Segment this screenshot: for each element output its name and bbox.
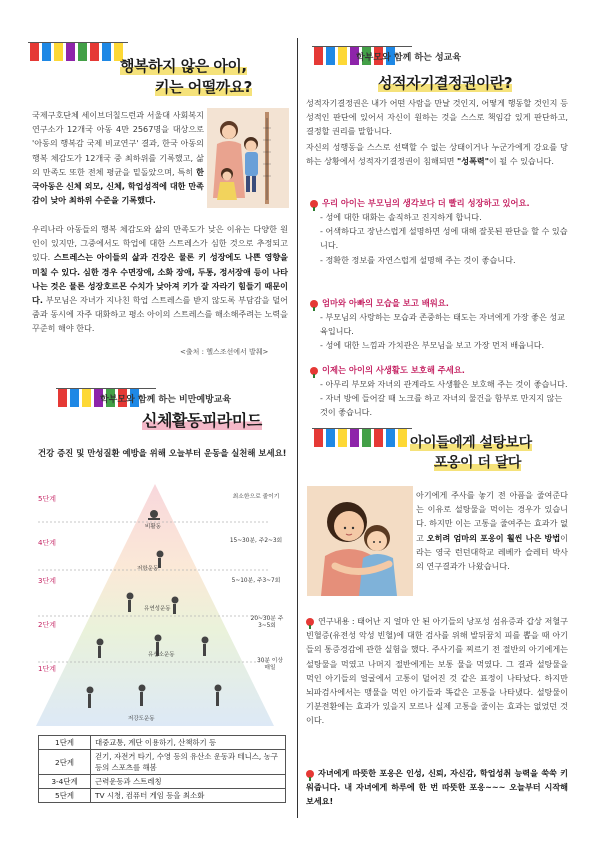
- pyramid-level-label: 5단계: [38, 495, 56, 503]
- bunting-flags-icon: [312, 424, 412, 454]
- sec2-title: 신체활동피라미드: [142, 411, 262, 430]
- sec1-title-line2: 키는 어떨까요?: [155, 78, 252, 96]
- pyramid-level-note: 최소한으로 줄이기: [232, 494, 280, 500]
- table-cell-step: 1단계: [39, 736, 91, 750]
- sec3-title: 성적자기결정권이란?: [378, 74, 513, 92]
- pyramid-activity-label: 저강도운동: [128, 716, 155, 722]
- sec3-paragraph-2: 자신의 성행동을 스스로 선택할 수 없는 상태이거나 누군가에게 강요를 당하는 상황에서 성적자기결정권이 침해되면 "성폭력"이 될 수 있습니다.: [306, 142, 568, 167]
- table-cell-step: 5단계: [39, 789, 91, 803]
- sec1-source: <출처 : 헬스조선에서 발췌>: [180, 348, 269, 356]
- sec3-point-2: 엄마와 아빠의 모습을 보고 배워요.: [310, 297, 449, 309]
- sec2-kicker: 학부모와 함께 하는 비만예방교육: [100, 395, 232, 405]
- pyramid-level-note: 30분 이상 매일: [256, 658, 284, 671]
- flower-bullet-icon: [306, 618, 314, 626]
- sec4-title-line1: 아이들에게 설탕보다: [410, 435, 532, 451]
- pyramid-level-label: 4단계: [38, 539, 56, 547]
- flower-bullet-icon: [310, 200, 318, 208]
- pyramid-level-note: 15~30분, 주2~3회: [229, 538, 283, 544]
- table-row: [39, 750, 286, 775]
- family-illustration: [207, 108, 289, 208]
- sec3-point-1: 우리 아이는 부모님의 생각보다 더 빨리 성장하고 있어요.: [310, 197, 530, 209]
- pyramid-level-note: 20~30분 주3~5회: [250, 616, 284, 629]
- sec4-paragraph-c: 자녀에게 따뜻한 포옹은 인성, 신뢰, 자신감, 학업성취 능력을 쑥쑥 키워줍니다. 내 자녀에게 하루에 한 번 따뜻한 포옹~~~ 오늘부터 시작해 보세요!: [306, 768, 568, 807]
- table-cell-step: 2단계: [39, 750, 91, 775]
- sec1-paragraph-b: 우리나라 아동들의 행복 체감도와 삶의 만족도가 낮은 이유는 다양한 원인이 있지만, 그중에서도 학업에 대한 스트레스가 심한 것으로 추정되고 있다. 스트레스는 아이들의 삶과 건강은 물론 키 성장에도 나쁜 영향을 미칠 수 있다. 심한 경우 수면장애, 소화 장애, 두통, 정서장애 등이 나타나는 것은 물론 성장호르몬 수치가 낮아져 키가 잘 자라기 힘들기 때문이다. 부모님은 자녀가 지나친 학업 스트레스를 받지 않도록 부담감을 덜어줌과 동시에 자주 대화하고 평소 아이의 스트레스를 해소해주려는 노력을 꾸준히 해야 한다.: [32, 224, 288, 334]
- column-divider: [297, 38, 298, 818]
- sec3-point-3: 이제는 아이의 사생활도 보호해 주세요.: [310, 364, 465, 376]
- pyramid-level-label: 3단계: [38, 577, 56, 585]
- activity-steps-table: [38, 735, 286, 803]
- sec1-paragraph-a: 국제구호단체 세이브더칠드런과 서울대 사회복지연구소가 12개국 아동 4만 2567명을 대상으로 '아동의 행복감 국제 비교연구' 결과, 한국 아동의 행복 체감도가 12개국 중 최하위를 기록했고, 삶의 만족도 또한 전체 평균을 밑돌았으며, 특히 한국아동은 신체 외모, 신체, 학업성적에 대한 만족감이 낮아 최하위 수준을 기록했다.: [32, 110, 204, 206]
- table-cell-desc: 대중교통, 계단 이용하기, 산책하기 등: [91, 736, 286, 750]
- pyramid-activity-label: 유연성운동: [144, 606, 171, 612]
- sec3-point-3-items: - 아무리 부모와 자녀의 관계라도 사생활은 보호해 주는 것이 좋습니다. - 자녀 방에 들어갈 때 노크를 하고 자녀의 물건을 함부로 만지지 않는 것이 좋습니다.: [320, 379, 568, 418]
- sec3-point-2-items: - 부모님의 사랑하는 모습과 존중하는 태도는 자녀에게 가장 좋은 성교육입니다. - 성에 대한 느낌과 가치관은 부모님을 보고 가장 먼저 배웁니다.: [320, 312, 565, 351]
- pyramid-level-note: 5~10분, 주3~7회: [231, 578, 281, 584]
- pyramid-level-label: 2단계: [38, 621, 56, 629]
- flower-bullet-icon: [310, 367, 318, 375]
- sec2-intro: 건강 증진 및 만성질환 예방을 위해 오늘부터 운동을 실천해 보세요!: [38, 448, 287, 458]
- table-row: [39, 736, 286, 750]
- pyramid-activity-label: 저항운동: [137, 566, 159, 572]
- mother-child-hug-illustration: [307, 486, 413, 596]
- sec4-paragraph-b: 연구내용 : 태어난 지 얼마 안 된 아기들의 낭포성 섬유증과 갑상 저혈구 빈혈증(유전성 악성 빈혈)에 대한 검사를 위해 발뒤꿈치 피를 뽑을 때 아기들의 통증경감에 관한 실험을 했다. 주사기를 찌르기 전 절반의 아기에게는 설탕물을 먹였고 나머지 절반에게는 보통 물을 먹였다. 그 결과 설탕물을 먹인 아기들의 얼굴에서 고통이 덜어진 것 같은 표정이 나타났다. 하지만 뇌파검사에서는 맹물을 먹인 아기들과 똑같은 고통을 나타냈다. 설탕물이 기분전환에는 효과가 있을지 모르나 실제 고통을 줄이는 효과는 없었던 것이다.: [306, 616, 568, 726]
- table-row: [39, 775, 286, 789]
- sec3-kicker: 학부모와 함께 하는 성교육: [356, 53, 462, 63]
- sec4-title-line2: 포옹이 더 달다: [434, 455, 521, 471]
- table-cell-step: 3-4단계: [39, 775, 91, 789]
- table-cell-desc: 걷기, 자전거 타기, 수영 등의 유산소 운동과 테니스, 농구 등의 스포츠를 해봄: [91, 750, 286, 775]
- sec4-paragraph-a: 아기에게 주사를 놓기 전 아픔을 줄여준다는 이유로 설탕물을 먹이는 경우가 있습니다. 하지만 이는 고통을 줄여주는 효과가 없고 오히려 엄마의 포옹이 훨씬 나은 방법이라는 영국 런던대학교 레베카 슬레터 박사의 연구결과가 나왔습니다.: [416, 490, 568, 572]
- pyramid-level-label: 1단계: [38, 665, 56, 673]
- flower-bullet-icon: [306, 770, 314, 778]
- sec1-title-line1: 행복하지 않은 아이,: [120, 57, 247, 75]
- sec3-paragraph: 성적자기결정권은 내가 어떤 사람을 만날 것인지, 어떻게 행동할 것인지 등 성적인 판단에 있어서 자신이 원하는 것을 스스로 책임감 있게 판단하고, 결정할 권리를 말합니다.: [306, 98, 568, 137]
- table-cell-desc: 근력운동과 스트레칭: [91, 775, 286, 789]
- pyramid-activity-label: 비활동: [145, 524, 161, 530]
- table-row: [39, 789, 286, 803]
- table-cell-desc: TV 시청, 컴퓨터 게임 등을 최소화: [91, 789, 286, 803]
- sec3-point-1-items: - 성에 대한 대화는 솔직하고 진지하게 합니다. - 어색하다고 장난스럽게 설명하면 성에 대해 잘못된 판단을 할 수 있습니다. - 정확한 정보를 자연스럽게 설명해 주는 것이 좋습니다.: [320, 212, 568, 265]
- flower-bullet-icon: [310, 300, 318, 308]
- pyramid-activity-label: 유산소운동: [148, 652, 175, 658]
- bunting-flags-icon: [28, 38, 128, 68]
